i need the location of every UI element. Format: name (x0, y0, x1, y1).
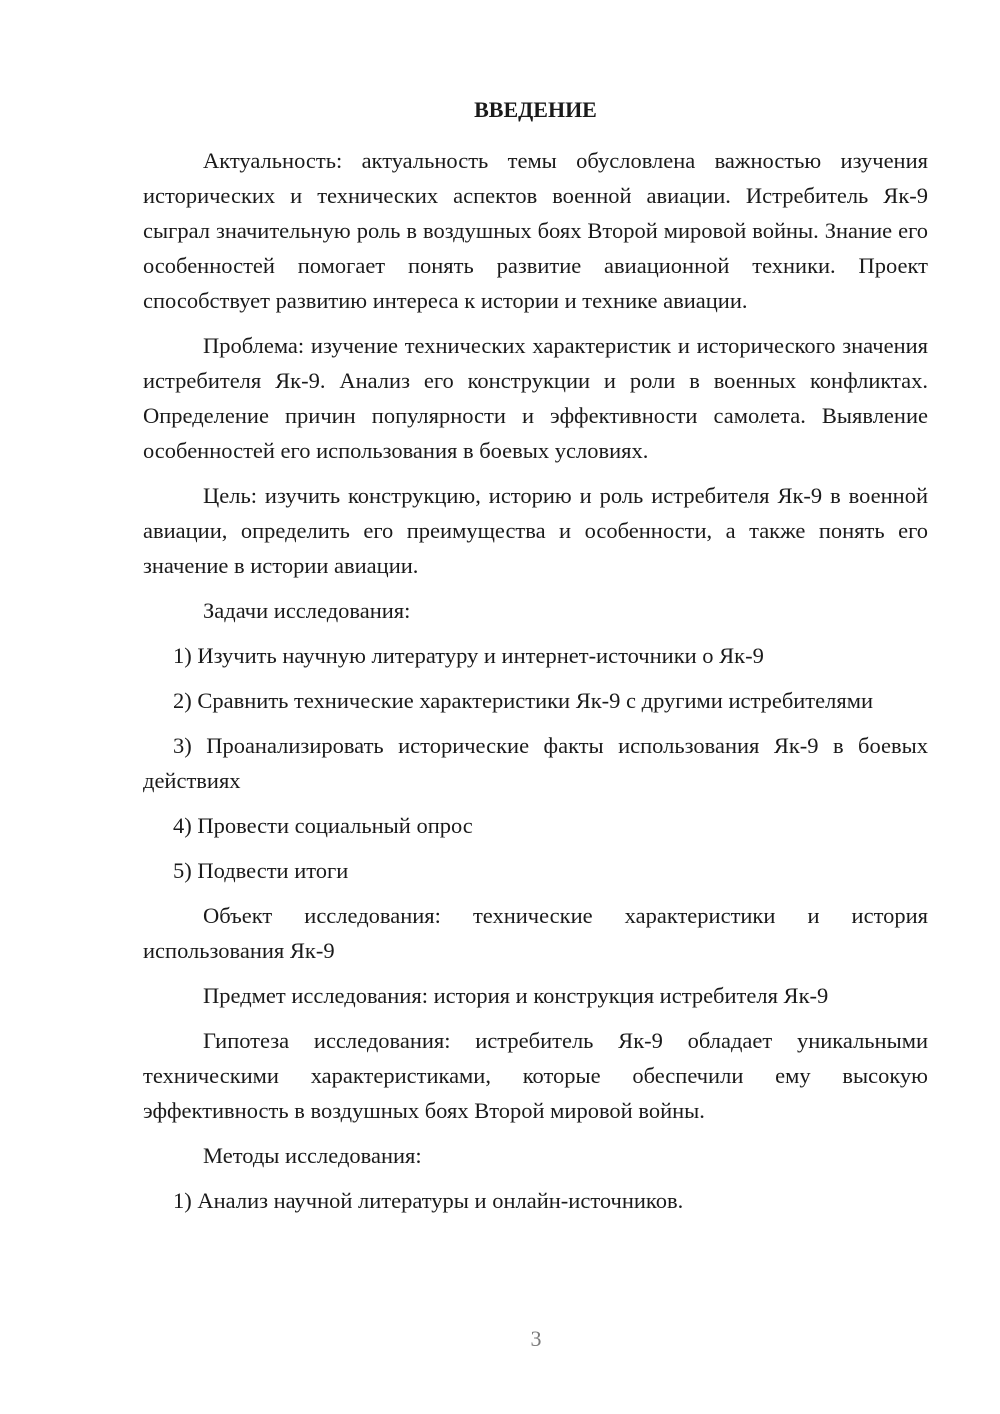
task-item-4: 4) Провести социальный опрос (173, 813, 473, 838)
page-number: 3 (530, 1326, 542, 1351)
tasks-heading: Задачи исследования: (203, 598, 411, 623)
paragraph-hypothesis: Гипотеза исследования: истребитель Як-9 обладает уникальными техническими характеристиками, которые обеспечили ему высокую эффективность в воздушных боях Второй мировой войны. (143, 1028, 928, 1123)
paragraph-goal: Цель: изучить конструкцию, историю и роль истребителя Як-9 в военной авиации, определить его преимущества и особенности, а также понять его значение в истории авиации. (143, 483, 928, 578)
paragraph-relevance: Актуальность: актуальность темы обусловлена важностью изучения исторических и технических аспектов военной авиации. Истребитель Як-9 сыграл значительную роль в воздушных боях Второй мировой войны. Знание его особенностей помогает понять развитие авиационной техники. Проект способствует развитию интереса к истории и технике авиации. (143, 148, 928, 313)
task-item-5: 5) Подвести итоги (173, 858, 349, 883)
methods-heading: Методы исследования: (203, 1143, 422, 1168)
task-item-2: 2) Сравнить технические характеристики Як-9 с другими истребителями (173, 688, 873, 713)
paragraph-problem: Проблема: изучение технических характеристик и исторического значения истребителя Як-9. Анализ его конструкции и роли в военных конфликтах. Определение причин популярности и эффективности самолета. Выявление особенностей его использования в боевых условиях. (143, 333, 928, 463)
document-page (143, 90, 928, 1228)
method-item-1: 1) Анализ научной литературы и онлайн-источников. (173, 1188, 684, 1213)
section-title: ВВЕДЕНИЕ (474, 97, 597, 122)
task-item-3: 3) Проанализировать исторические факты использования Як-9 в боевых действиях (143, 733, 928, 793)
paragraph-subject: Предмет исследования: история и конструкция истребителя Як-9 (203, 983, 829, 1008)
task-item-1: 1) Изучить научную литературу и интернет-источники о Як-9 (173, 643, 764, 668)
paragraph-object: Объект исследования: технические характеристики и история использования Як-9 (143, 903, 928, 963)
